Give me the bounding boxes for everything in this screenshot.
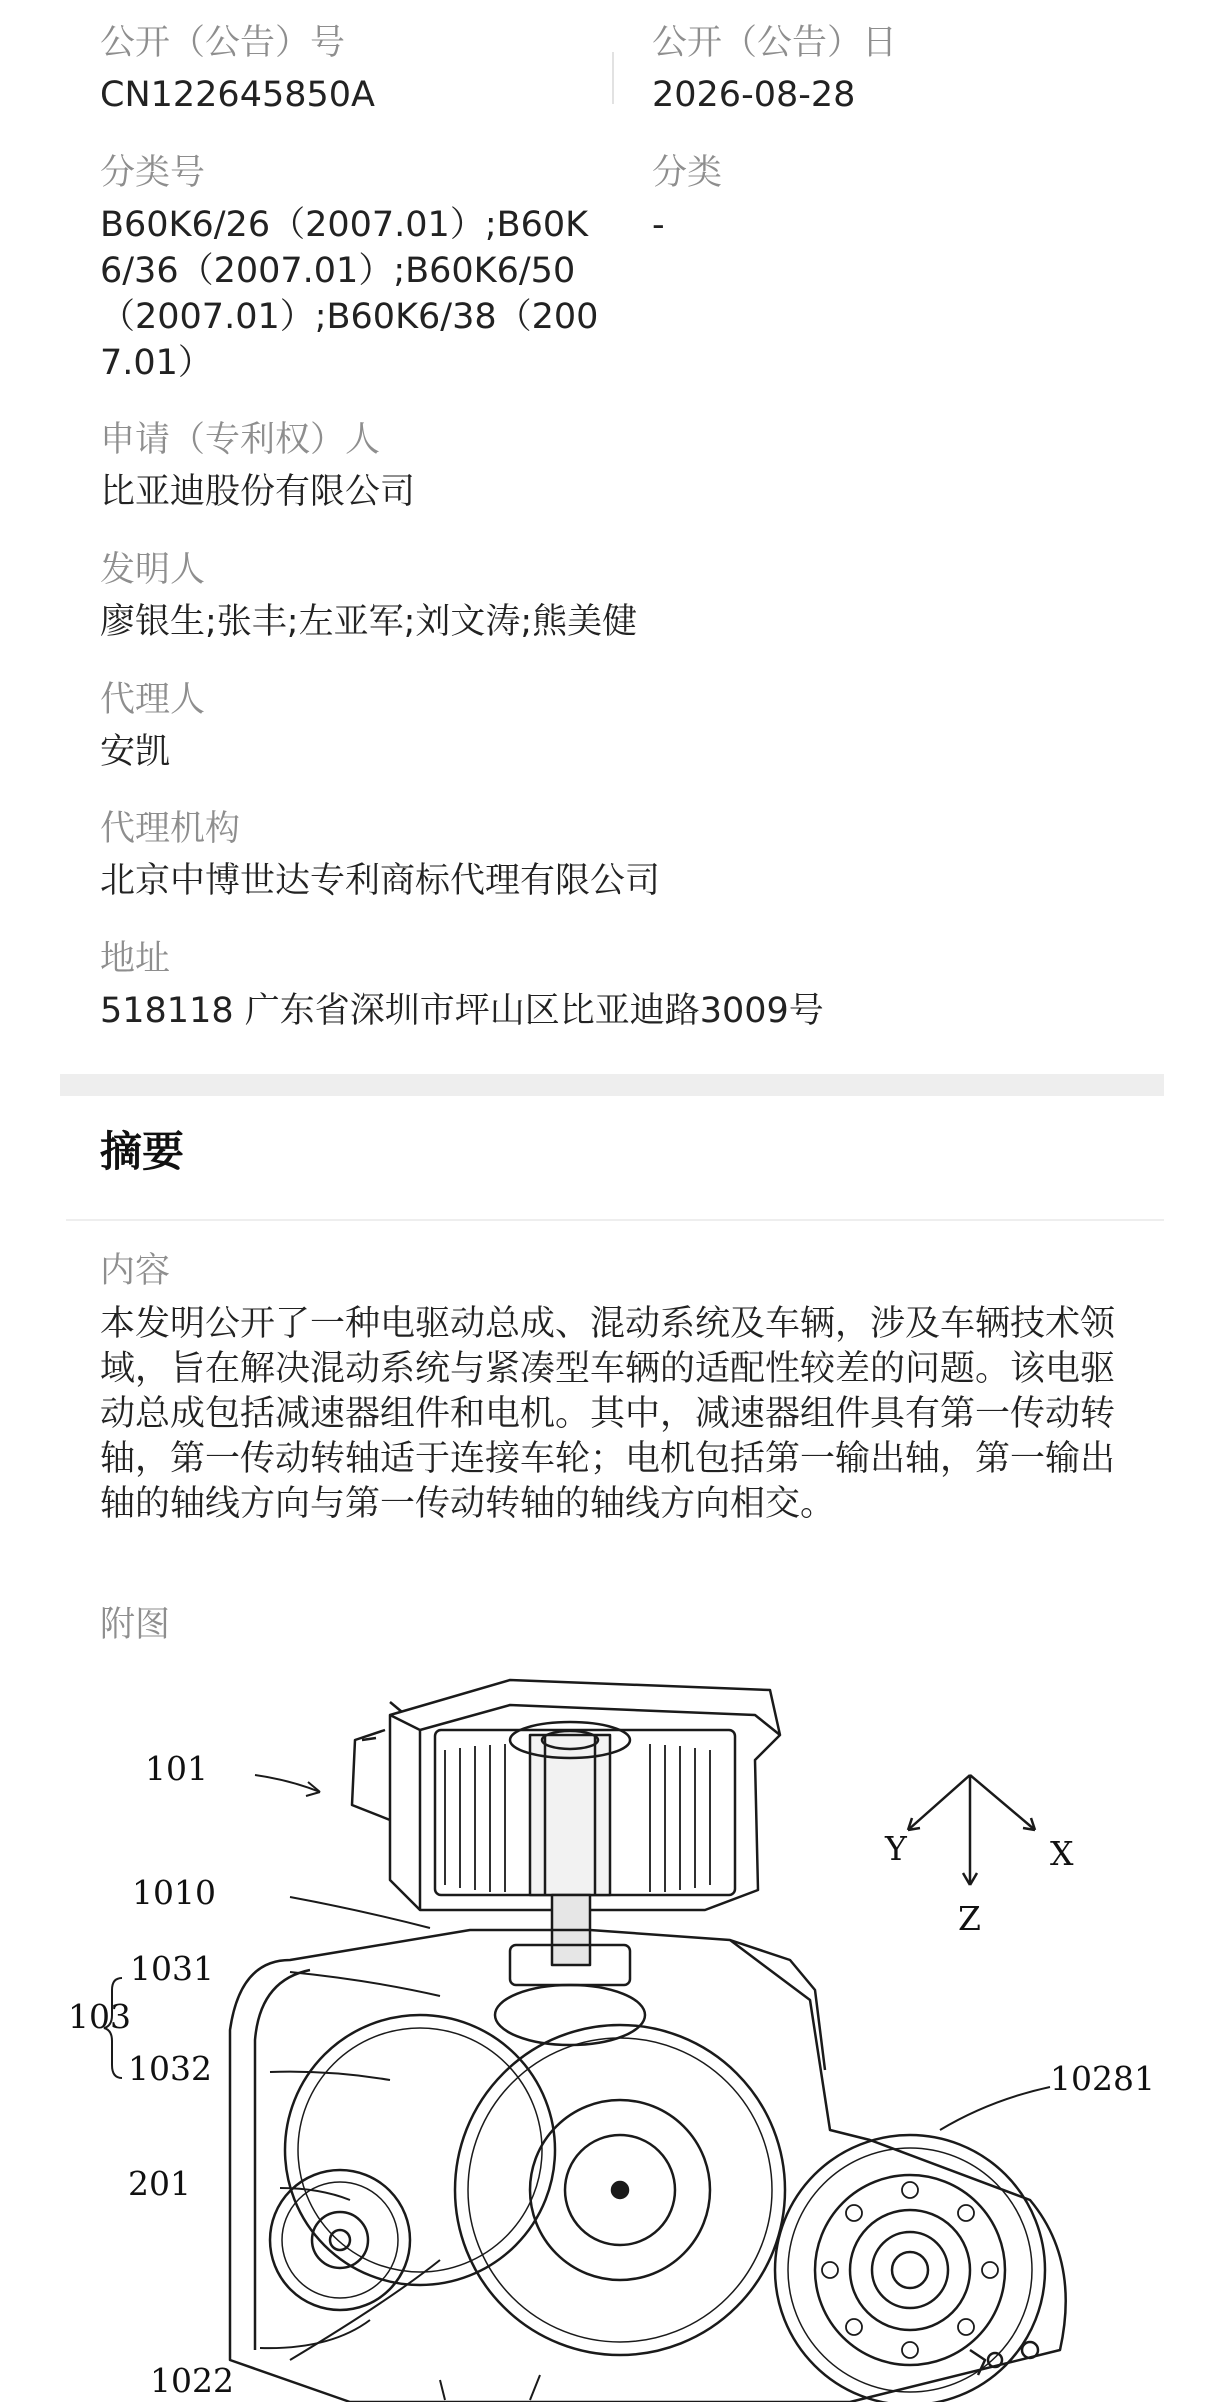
figure-label-1022: 1022 — [150, 2361, 234, 2400]
figure-label — [100, 1602, 170, 1648]
publication-date-value: 2026-08-28 — [652, 75, 856, 115]
abstract-divider — [66, 1219, 1164, 1221]
column-divider — [612, 52, 614, 104]
reducer-housing — [230, 1930, 1066, 2402]
abstract-content-label-text: 内容 — [100, 1251, 171, 1291]
publication-number-field — [100, 20, 605, 118]
inventors-field — [100, 547, 1140, 645]
agency-value: 北京中博世达专利商标代理有限公司 — [100, 861, 661, 901]
publication-date-field — [652, 20, 1132, 118]
figure-label-text: 附图 — [100, 1605, 171, 1645]
figure-label-1010: 1010 — [132, 1873, 216, 1912]
inventors-value: 廖银生;张丰;左亚军;刘文涛;熊美健 — [100, 602, 638, 642]
figure-label-1032: 1032 — [128, 2049, 212, 2088]
classification-number-field — [100, 150, 605, 386]
axis-origin-lines — [908, 1775, 1035, 1885]
publication-number-value: CN122645850A — [100, 75, 375, 115]
inventors-label: 发明人 — [100, 550, 206, 590]
agent-value: 安凯 — [100, 732, 171, 772]
abstract-content-label — [100, 1248, 170, 1294]
classification-number-label: 分类号 — [100, 153, 206, 193]
figure-label-10281: 10281 — [1050, 2059, 1155, 2098]
agency-label: 代理机构 — [100, 809, 241, 849]
agency-field — [100, 806, 1140, 904]
classification-label: 分类 — [652, 153, 723, 193]
section-separator — [60, 1074, 1164, 1096]
address-label: 地址 — [100, 939, 171, 979]
axis-label-y: Y — [885, 1829, 907, 1868]
figure-label-101: 101 — [145, 1749, 208, 1788]
classification-field — [652, 150, 1132, 248]
figure-label-201: 201 — [128, 2164, 191, 2203]
applicant-field — [100, 417, 1140, 515]
agent-label: 代理人 — [100, 680, 206, 720]
classification-number-value: B60K6/26（2007.01）;B60K6/36（2007.01）;B60K6/50（2007.01）;B60K6/38（2007.01） — [100, 205, 599, 383]
applicant-value: 比亚迪股份有限公司 — [100, 472, 416, 512]
address-field — [100, 936, 1140, 1034]
figure-label-103: 103 — [68, 1997, 131, 2036]
classification-value: - — [652, 205, 665, 245]
publication-date-label: 公开（公告）日 — [652, 23, 898, 63]
abstract-content: 本发明公开了一种电驱动总成、混动系统及车辆，涉及车辆技术领域，旨在解决混动系统与紧凑型车辆的适配性较差的问题。该电驱动总成包括减速器组件和电机。其中，减速器组件具有第一传动转轴，第一传动转轴适于连接车轮；电机包括第一输出轴，第一输出轴的轴线方向与第一传动转轴的轴线方向相交。 — [100, 1304, 1116, 1524]
address-value: 518118 广东省深圳市坪山区比亚迪路3009号 — [100, 991, 824, 1031]
agent-field — [100, 677, 1140, 775]
axis-label-z: Z — [958, 1899, 981, 1938]
patent-drawing — [68, 1660, 1155, 2402]
axis-label-x: X — [1050, 1834, 1074, 1873]
figure-label-1031: 1031 — [130, 1949, 214, 1988]
publication-number-label: 公开（公告）号 — [100, 23, 346, 63]
abstract-title: 摘要 — [100, 1127, 185, 1176]
applicant-label: 申请（专利权）人 — [100, 420, 381, 460]
patent-figure — [68, 1660, 1155, 2402]
